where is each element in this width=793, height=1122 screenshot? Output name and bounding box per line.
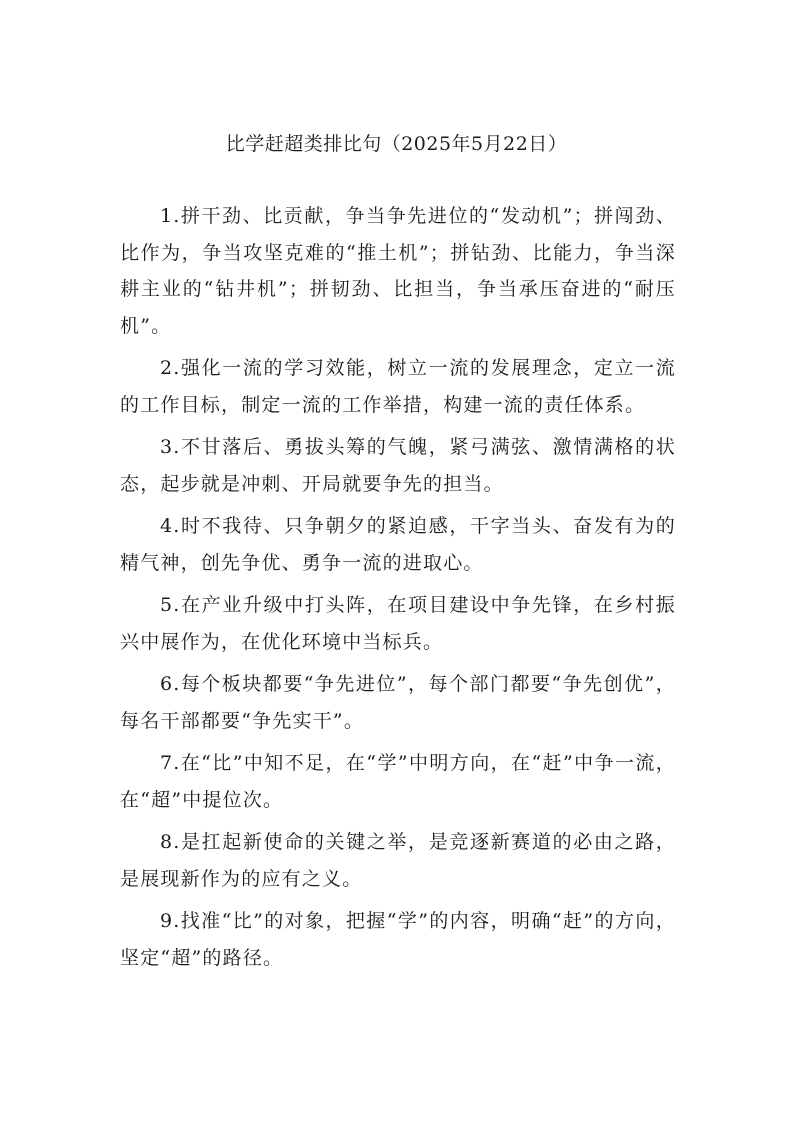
paragraph-3: 3.不甘落后、勇拔头筹的气魄，紧弓满弦、激情满格的状态，起步就是冲刺、开局就要争先的担当。 bbox=[120, 436, 676, 495]
paragraph-6: 6.每个板块都要“争先进位”，每个部门都要“争先创优”，每名干部都要“争先实干”。 bbox=[120, 673, 676, 732]
paragraph-8: 8.是扛起新使命的关键之举，是竞逐新赛道的必由之路，是展现新作为的应有之义。 bbox=[120, 831, 676, 890]
paragraph-9: 9.找准“比”的对象，把握“学”的内容，明确“赶”的方向，坚定“超”的路径。 bbox=[120, 910, 676, 969]
paragraph-7: 7.在“比”中知不足，在“学”中明方向，在“赶”中争一流，在“超”中提位次。 bbox=[120, 752, 676, 811]
paragraph-1: 1.拼干劲、比贡献，争当争先进位的“发动机”；拼闯劲、比作为，争当攻坚克难的“推土机”；拼钻劲、比能力，争当深耕主业的“钻井机”；拼韧劲、比担当，争当承压奋进的“耐压机”。 bbox=[120, 205, 676, 337]
paragraph-4: 4.时不我待、只争朝夕的紧迫感，干字当头、奋发有为的精气神，创先争优、勇争一流的进取心。 bbox=[120, 515, 676, 574]
paragraph-5: 5.在产业升级中打头阵，在项目建设中争先锋，在乡村振兴中展作为，在优化环境中当标兵。 bbox=[120, 594, 676, 653]
document-title: 比学赶超类排比句（2025年5月22日） bbox=[225, 133, 568, 155]
paragraph-2: 2.强化一流的学习效能，树立一流的发展理念，定立一流的工作目标，制定一流的工作举措，构建一流的责任体系。 bbox=[120, 357, 676, 416]
document-body bbox=[120, 198, 676, 982]
